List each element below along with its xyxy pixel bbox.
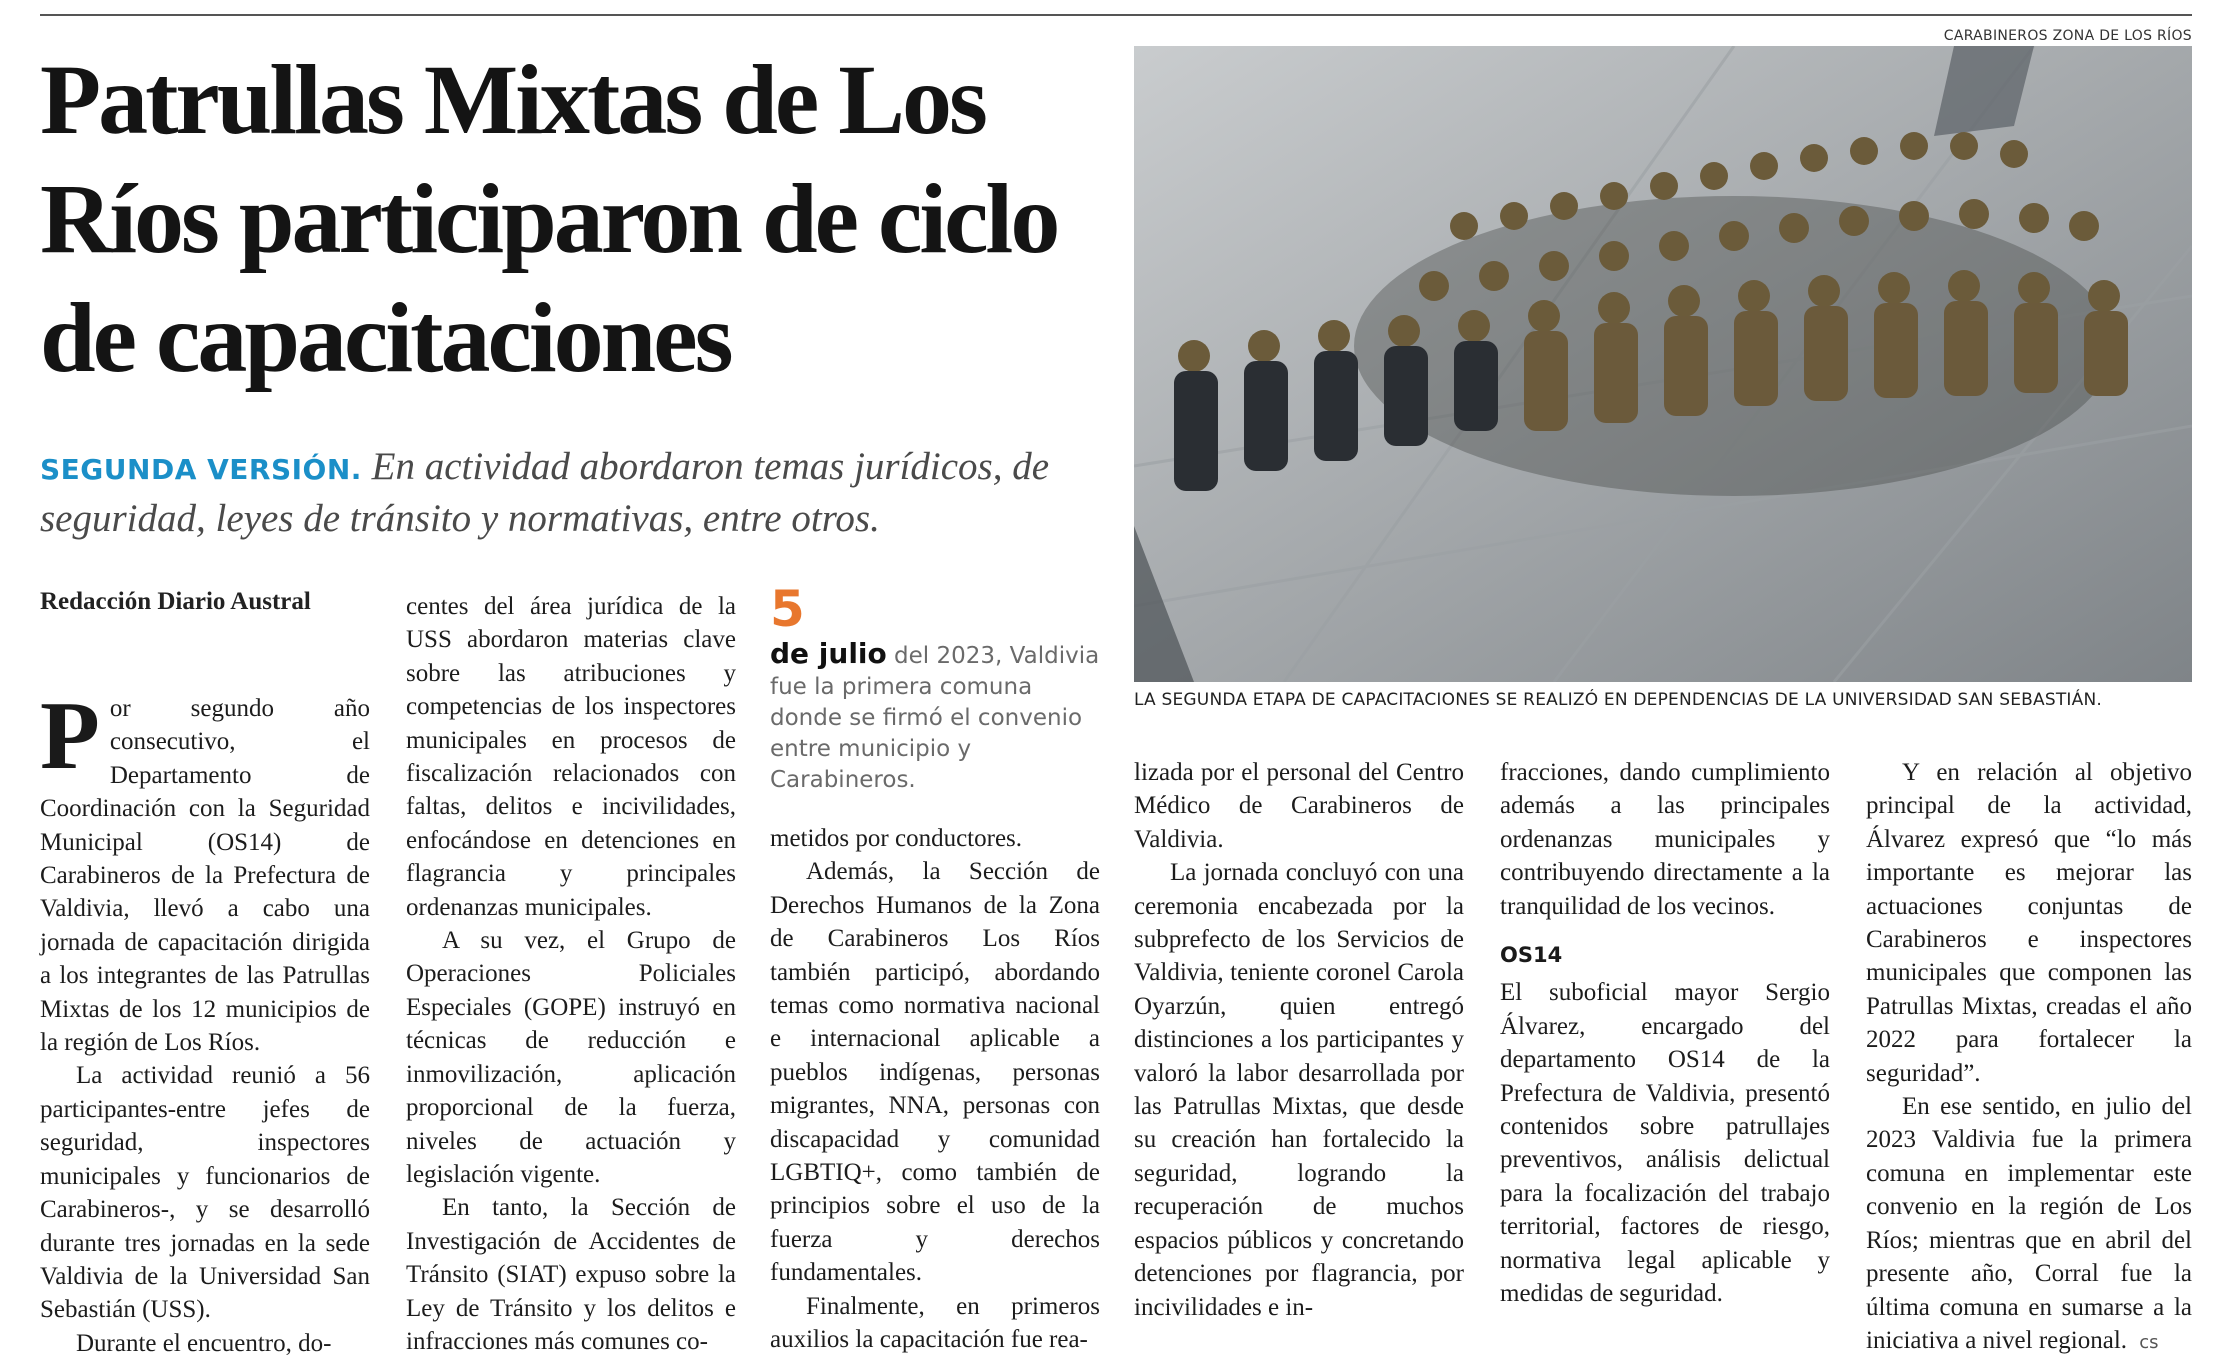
- col3-paragraph-1: metidos por conductores.: [770, 825, 1023, 852]
- deck-text: En actividad abordaron temas jurídicos, de seguridad, leyes de tránsito y normativas, entre otros.: [40, 445, 1050, 540]
- fact-lead: de julio: [770, 637, 887, 670]
- fact-text: del 2023, Valdivia fue la primera comuna donde se firmó el convenio entre municipio y Carabineros.: [770, 643, 1100, 793]
- body-column-3: [770, 822, 1100, 1357]
- col2-paragraph-3: En tanto, la Sección de Investigación de Accidentes de Tránsito (SIAT) expuso sobre la Ley de Tránsito y los delitos e infracciones más comunes co-: [406, 1194, 736, 1355]
- top-rule: [40, 14, 2192, 16]
- subhead-os14: OS14: [1500, 943, 1563, 968]
- byline: Redacción Diario Austral: [40, 588, 311, 615]
- col5-paragraph-1: fracciones, dando cumplimiento además a las principales ordenanzas municipales y contribuyendo directamente a la tranquilidad de los vecinos.: [1500, 759, 1830, 920]
- col4-paragraph-1: lizada por el personal del Centro Médico de Carabineros de Valdivia.: [1134, 759, 1464, 853]
- col1-paragraph-3: Durante el encuentro, do-: [76, 1329, 332, 1357]
- body-column-6: [1866, 756, 2192, 1359]
- body-column-4: [1134, 756, 1464, 1324]
- body-column-2: [406, 590, 736, 1358]
- col5-paragraph-2: El suboficial mayor Sergio Álvarez, encargado del departamento OS14 de la Prefectura de Valdivia, presentó contenidos sobre patrullajes preventivos, análisis delictual para la focalización del trabajo territorial, factores de riesgo, normativa legal aplicable y medidas de seguridad.: [1500, 979, 1830, 1308]
- col6-paragraph-1: Y en relación al objetivo principal de la actividad, Álvarez expresó que “lo más importante es mejorar las actuaciones conjuntas de Carabineros e inspectores municipales que componen las Patrullas Mixtas, creadas el año 2022 para fortalecer la seguridad”.: [1866, 759, 2192, 1087]
- fact-number: 5: [770, 580, 805, 638]
- deck-kicker: SEGUNDA VERSIÓN.: [40, 453, 362, 486]
- col4-paragraph-2: La jornada concluyó con una ceremonia encabezada por la subprefecto de los Servicios de Valdivia, teniente coronel Carola Oyarzún, quien entregó distinciones a los participantes y valoró la labor desarrollada por las Patrullas Mixtas, que desde su creación han fortalecido la seguridad, logrando la recuperación de muchos espacios públicos y concretando detenciones por flagrancia, por incivilidades e in-: [1134, 859, 1464, 1321]
- col6-paragraph-2: En ese sentido, en julio del 2023 Valdivia fue la primera comuna en implementar este convenio en la región de Los Ríos; mientras que en abril del presente año, Corral fue la última comuna en sumarse a la iniciativa a nivel regional.: [1866, 1093, 2192, 1354]
- end-mark: cs: [2139, 1331, 2159, 1353]
- fact-box: [770, 580, 1100, 796]
- photo-caption: LA SEGUNDA ETAPA DE CAPACITACIONES SE REALIZÓ EN DEPENDENCIAS DE LA UNIVERSIDAD SAN SEBASTIÁN.: [1134, 690, 2102, 710]
- body-column-1: [40, 682, 370, 1360]
- dropcap: P: [40, 682, 100, 790]
- headline: Patrullas Mixtas de Los Ríos participaron de ciclo de capacitaciones: [40, 44, 1058, 393]
- group-photo: [1134, 46, 2192, 682]
- photo-credit: CARABINEROS ZONA DE LOS RÍOS: [1943, 28, 2192, 44]
- col2-paragraph-2: A su vez, el Grupo de Operaciones Policiales Especiales (GOPE) instruyó en técnicas de reducción e inmovilización, aplicación proporcional de la fuerza, niveles de actuación y legislación vigente.: [406, 927, 736, 1188]
- col3-paragraph-2: Además, la Sección de Derechos Humanos de la Zona de Carabineros Los Ríos también participó, abordando temas como normativa nacional e internacional aplicable a pueblos indígenas, personas migrantes, NNA, personas con discapacidad y comunidad LGBTIQ+, como también de principios sobre el uso de la fuerza y derechos fundamentales.: [770, 858, 1100, 1287]
- deck: [40, 442, 1120, 543]
- body-column-5: [1500, 756, 1830, 1311]
- group-photo-illustration: [1134, 46, 2192, 682]
- col2-paragraph-1: centes del área jurídica de la USS abordaron materias clave sobre las atribuciones y competencias de los inspectores municipales en procesos de fiscalización relacionados con faltas, delitos e incivilidades, enfocándose en detenciones en flagrancia y principales ordenanzas municipales.: [406, 593, 736, 921]
- col3-paragraph-3: Finalmente, en primeros auxilios la capacitación fue rea-: [770, 1292, 1100, 1354]
- col1-paragraph-1: or segundo año consecutivo, el Departamento de Coordinación con la Seguridad Municipal (OS14) de Carabineros de la Prefectura de Valdivia, llevó a cabo una jornada de capacitación dirigida a los integrantes de las Patrullas Mixtas de los 12 municipios de la región de Los Ríos.: [40, 695, 370, 1057]
- col1-paragraph-2: La actividad reunió a 56 participantes-entre jefes de seguridad, inspectores municipales y funcionarios de Carabineros-, y se desarrolló durante tres jornadas en la sede Valdivia de la Universidad San Sebastián (USS).: [40, 1062, 370, 1324]
